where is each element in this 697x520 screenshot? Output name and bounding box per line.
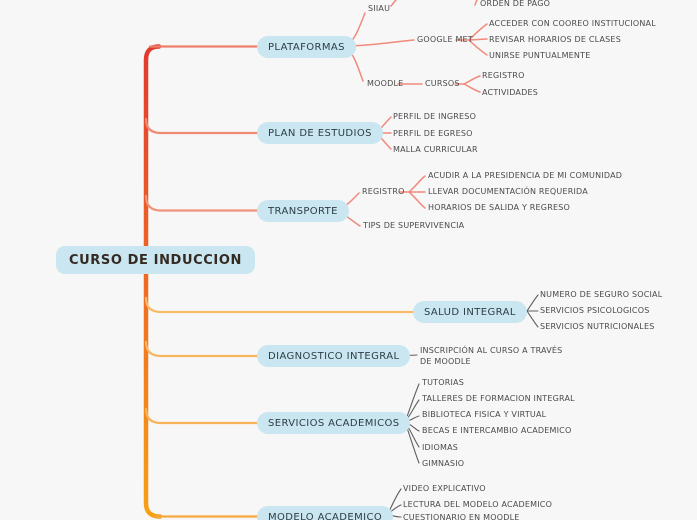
node-transporte[interactable]: TRANSPORTE: [257, 200, 349, 222]
node-numero-seguro-social[interactable]: NUMERO DE SEGURO SOCIAL: [540, 290, 663, 299]
node-orden-de-pago[interactable]: ORDEN DE PAGO: [480, 0, 551, 8]
node-biblioteca[interactable]: BIBLIOTECA FISICA Y VIRTUAL: [422, 410, 547, 419]
node-video-explicativo[interactable]: VIDEO EXPLICATIVO: [403, 484, 486, 493]
node-servicios-psicologicos[interactable]: SERVICIOS PSICOLOGICOS: [540, 306, 650, 315]
node-idiomas[interactable]: IDIOMAS: [422, 443, 459, 452]
node-moodle[interactable]: MOODLE: [367, 79, 404, 88]
node-tips-de-supervivencia[interactable]: TIPS DE SUPERVIVENCIA: [363, 221, 465, 230]
node-google-met[interactable]: GOOGLE MET: [417, 35, 473, 44]
node-salud-integral[interactable]: SALUD INTEGRAL: [413, 301, 527, 323]
node-perfil-de-egreso[interactable]: PERFIL DE EGRESO: [393, 129, 473, 138]
node-diagnostico-integral[interactable]: DIAGNOSTICO INTEGRAL: [257, 345, 410, 367]
node-registro-transporte[interactable]: REGISTRO: [362, 187, 405, 196]
node-servicios-academicos[interactable]: SERVICIOS ACADEMICOS: [257, 412, 410, 434]
node-siiau[interactable]: SIIAU: [368, 4, 391, 13]
root-node-curso-de-induccion[interactable]: CURSO DE INDUCCION: [56, 246, 255, 274]
node-lectura-modelo[interactable]: LECTURA DEL MODELO ACADEMICO: [403, 500, 553, 509]
node-becas-intercambio[interactable]: BECAS E INTERCAMBIO ACADEMICO: [422, 426, 572, 435]
node-llevar-documentacion[interactable]: LLEVAR DOCUMENTACIÓN REQUERIDA: [428, 187, 588, 196]
branch-line-diagnostico-integral: [146, 342, 258, 356]
node-unirse-puntualmente[interactable]: UNIRSE PUNTUALMENTE: [489, 51, 591, 60]
transporte-connectors: [340, 176, 425, 226]
node-plan-de-estudios[interactable]: PLAN DE ESTUDIOS: [257, 122, 383, 144]
node-cursos[interactable]: CURSOS: [425, 79, 460, 88]
branch-line-salud-integral: [146, 298, 416, 312]
node-acceder-con-cooreo[interactable]: ACCEDER CON COOREO INSTITUCIONAL: [489, 19, 656, 28]
node-perfil-de-ingreso[interactable]: PERFIL DE INGRESO: [393, 112, 477, 121]
node-talleres-formacion[interactable]: TALLERES DE FORMACION INTEGRAL: [422, 394, 575, 403]
node-modelo-academico[interactable]: MODELO ACADEMICO: [257, 506, 393, 520]
node-plataformas[interactable]: PLATAFORMAS: [257, 36, 356, 58]
siiau-offscreen-connector: [391, 0, 404, 6]
node-malla-curricular[interactable]: MALLA CURRICULAR: [393, 145, 478, 154]
node-modelo-item-3[interactable]: CUESTIONARIO EN MOODLE: [403, 513, 520, 520]
node-acudir-presidencia[interactable]: ACUDIR A LA PRESIDENCIA DE MI COMUNIDAD: [428, 171, 623, 180]
node-servicios-nutricionales[interactable]: SERVICIOS NUTRICIONALES: [540, 322, 655, 331]
node-gimnasio[interactable]: GIMNASIO: [422, 459, 465, 468]
node-inscripcion-moodle[interactable]: INSCRIPCIÓN AL CURSO A TRAVÉS DE MOODLE: [420, 346, 563, 366]
node-registro-moodle[interactable]: REGISTRO: [482, 71, 525, 80]
branch-line-plan-de-estudios: [146, 119, 258, 133]
node-revisar-horarios[interactable]: REVISAR HORARIOS DE CLASES: [489, 35, 621, 44]
node-actividades[interactable]: ACTIVIDADES: [482, 88, 538, 97]
node-tutorias[interactable]: TUTORIAS: [422, 378, 464, 387]
branch-line-servicios-academicos: [146, 409, 258, 423]
node-horarios-salida-regreso[interactable]: HORARIOS DE SALIDA Y REGRESO: [428, 203, 570, 212]
branch-line-transporte: [146, 196, 258, 211]
trunk-line: [146, 47, 160, 517]
